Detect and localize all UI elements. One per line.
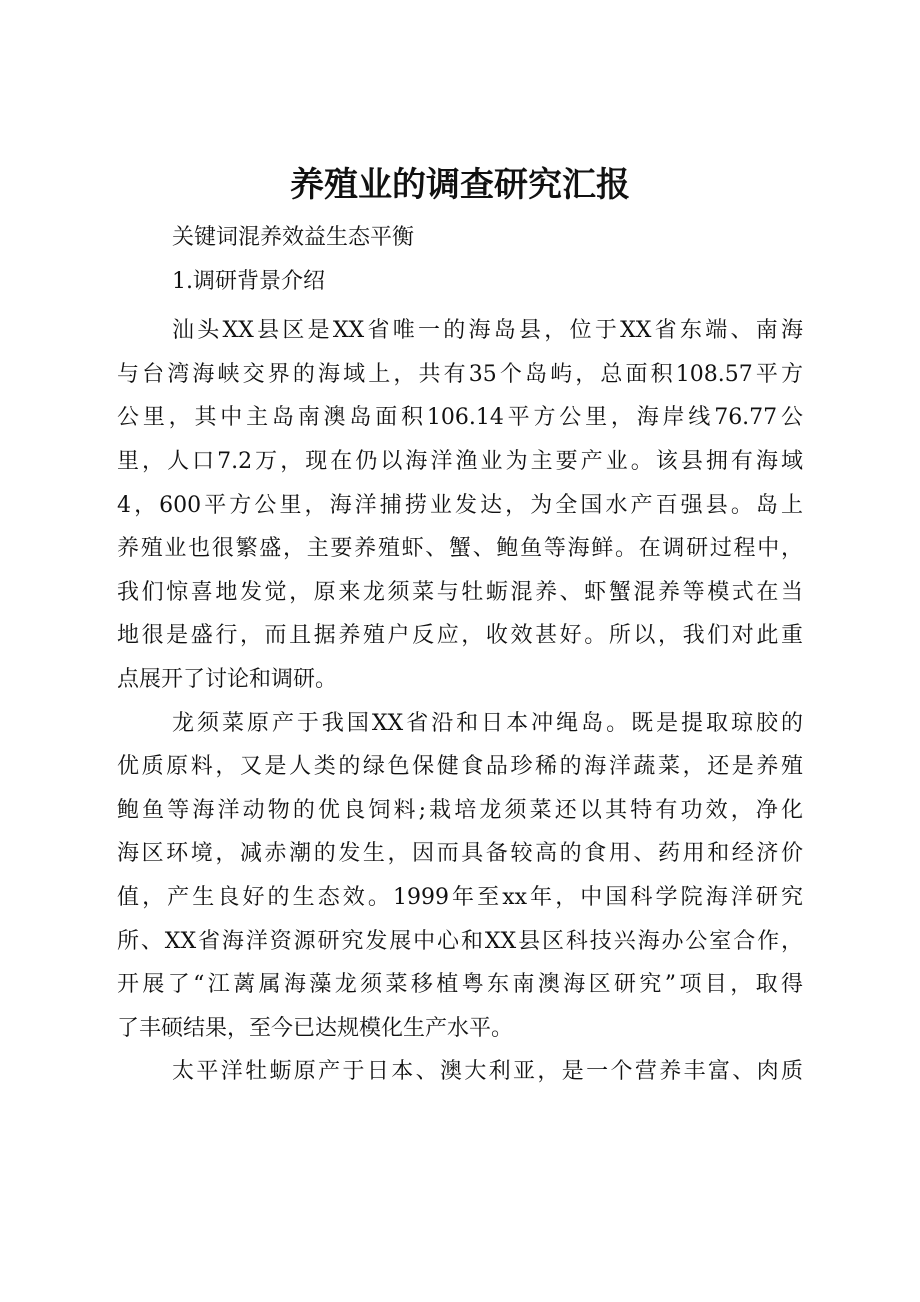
paragraph-line: 值，产生良好的生态效。1999年至xx年，中国科学院海洋研究 — [117, 884, 803, 910]
paragraph-line: 里，人口7.2万，现在仍以海洋渔业为主要产业。该县拥有海域 — [117, 448, 803, 474]
paragraph-line: 4，600平方公里，海洋捕捞业发达，为全国水产百强县。岛上 — [117, 492, 803, 518]
paragraph-line: 龙须菜原产于我国XX省沿和日本冲绳岛。既是提取琼胶的 — [172, 710, 803, 736]
paragraph-line: 开展了“江蓠属海藻龙须菜移植粤东南澳海区研究”项目，取得 — [117, 972, 803, 998]
paragraph-line: 公里，其中主岛南澳岛面积106.14平方公里，海岸线76.77公 — [117, 405, 803, 431]
paragraph-line: 点展开了讨论和调研。 — [117, 666, 338, 692]
document-title: 养殖业的调查研究汇报 — [290, 165, 630, 205]
paragraph-line: 优质原料，又是人类的绿色保健食品珍稀的海洋蔬菜，还是养殖 — [117, 754, 803, 780]
paragraph-line: 所、XX省海洋资源研究发展中心和XX县区科技兴海办公室合作， — [117, 928, 803, 954]
paragraph-line: 太平洋牡蛎原产于日本、澳大利亚，是一个营养丰富、肉质 — [172, 1059, 803, 1085]
paragraph-line: 海区环境，减赤潮的发生，因而具备较高的食用、药用和经济价 — [117, 841, 803, 867]
paragraph-line: 汕头XX县区是XX省唯一的海岛县，位于XX省东端、南海 — [172, 318, 803, 344]
paragraph — [117, 702, 803, 1051]
paragraph-line: 养殖业也很繁盛，主要养殖虾、蟹、鲍鱼等海鲜。在调研过程中， — [117, 536, 803, 562]
paragraph — [117, 309, 803, 701]
document-body — [117, 216, 803, 1094]
paragraph — [117, 1050, 803, 1094]
paragraph-line: 地很是盛行，而且据养殖户反应，收效甚好。所以，我们对此重 — [117, 623, 803, 649]
paragraph-line: 鲍鱼等海洋动物的优良饲料;栽培龙须菜还以其特有功效，净化 — [117, 797, 803, 823]
paragraph-line: 我们惊喜地发觉，原来龙须菜与牡蛎混养、虾蟹混养等模式在当 — [117, 579, 803, 605]
section-heading: 1.调研背景介绍 — [172, 268, 325, 294]
keywords-line: 关键词混养效益生态平衡 — [172, 225, 415, 250]
paragraph-line: 与台湾海峡交界的海域上，共有35个岛屿，总面积108.57平方 — [117, 361, 803, 387]
paragraphs — [117, 309, 803, 1094]
paragraph-line: 了丰硕结果，至今已达规模化生产水平。 — [117, 1015, 514, 1041]
